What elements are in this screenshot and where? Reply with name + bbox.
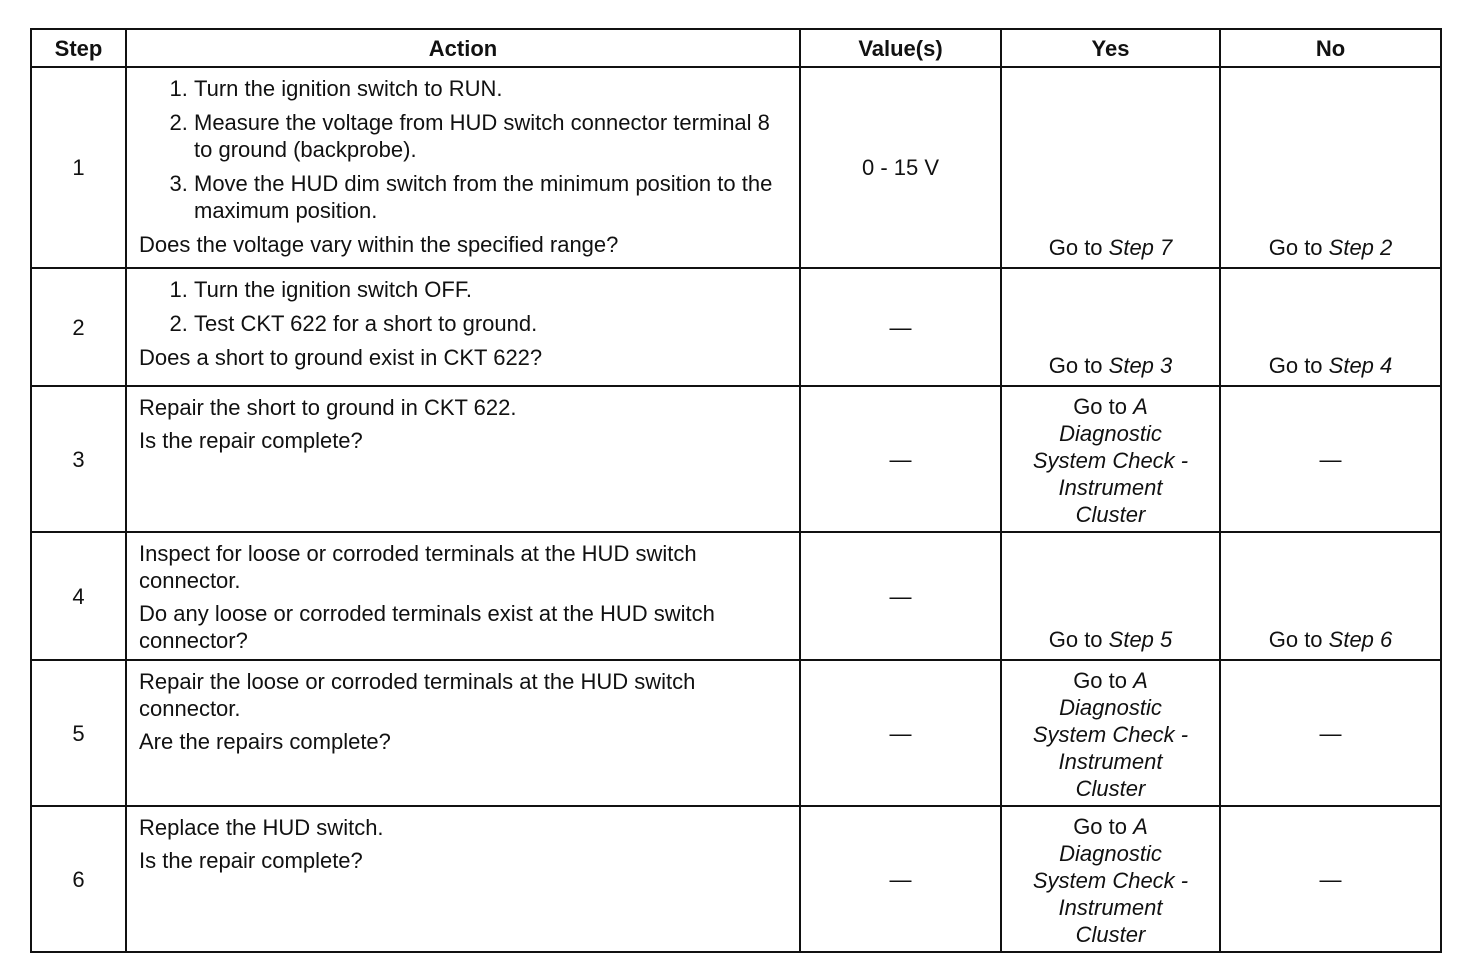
action-question: Do any loose or corroded terminals exist at the HUD switch connector?	[139, 601, 715, 653]
action-question: Are the repairs complete?	[139, 729, 391, 754]
table-row	[31, 806, 1441, 952]
header-no: No	[1220, 29, 1441, 67]
goto-step-link[interactable]: Step 7	[1108, 235, 1173, 260]
goto-link-line[interactable]: Instrument	[1058, 749, 1163, 774]
goto-prefix: Go to	[1268, 353, 1329, 378]
goto-prefix: Go to	[1048, 627, 1109, 652]
goto-prefix: Go to	[1073, 668, 1134, 693]
goto-link-line[interactable]: System Check -	[1032, 448, 1189, 473]
no-outcome: —	[1220, 386, 1441, 532]
goto-step-link[interactable]: Step 3	[1108, 353, 1173, 378]
action-cell	[126, 268, 800, 386]
action-question: Does a short to ground exist in CKT 622?	[139, 345, 543, 370]
table-row	[31, 660, 1441, 806]
no-outcome: —	[1220, 660, 1441, 806]
goto-link-line[interactable]: Diagnostic	[1059, 841, 1162, 866]
step-number: 3	[31, 386, 126, 532]
yes-outcome	[1001, 268, 1220, 386]
goto-link-line[interactable]: Diagnostic	[1059, 421, 1162, 446]
goto-prefix: Go to	[1048, 353, 1109, 378]
goto-link-line[interactable]: Diagnostic	[1059, 695, 1162, 720]
goto-link-line[interactable]: A	[1133, 668, 1148, 693]
action-instruction: Repair the short to ground in CKT 622.	[139, 395, 517, 420]
action-cell	[126, 806, 800, 952]
yes-outcome	[1001, 532, 1220, 660]
header-row	[31, 29, 1441, 67]
action-step: 1. Turn the ignition switch to RUN.	[194, 75, 789, 102]
action-steps	[139, 276, 789, 337]
action-step: 2. Test CKT 622 for a short to ground.	[194, 310, 789, 337]
goto-prefix: Go to	[1073, 394, 1134, 419]
goto-link-line[interactable]: Instrument	[1058, 475, 1163, 500]
value-cell: —	[800, 806, 1001, 952]
header-values: Value(s)	[800, 29, 1001, 67]
goto-prefix: Go to	[1048, 235, 1109, 260]
action-instruction: Repair the loose or corroded terminals at the HUD switch connector.	[139, 669, 696, 721]
goto-step-link[interactable]: Step 4	[1328, 353, 1393, 378]
step-number: 4	[31, 532, 126, 660]
action-instruction: Inspect for loose or corroded terminals at the HUD switch connector.	[139, 541, 697, 593]
goto-link-line[interactable]: Instrument	[1058, 895, 1163, 920]
yes-outcome	[1001, 386, 1220, 532]
no-outcome	[1220, 67, 1441, 268]
step-number: 6	[31, 806, 126, 952]
no-outcome	[1220, 268, 1441, 386]
yes-outcome	[1001, 660, 1220, 806]
goto-step-link[interactable]: Step 2	[1328, 235, 1393, 260]
step-number: 5	[31, 660, 126, 806]
goto-prefix: Go to	[1268, 235, 1329, 260]
no-outcome: —	[1220, 806, 1441, 952]
action-cell	[126, 660, 800, 806]
yes-outcome	[1001, 806, 1220, 952]
no-outcome	[1220, 532, 1441, 660]
action-cell	[126, 532, 800, 660]
goto-link-line[interactable]: Cluster	[1075, 922, 1146, 947]
value-cell: —	[800, 532, 1001, 660]
action-cell	[126, 386, 800, 532]
goto-link-line[interactable]: A	[1133, 394, 1148, 419]
step-number: 2	[31, 268, 126, 386]
step-number: 1	[31, 67, 126, 268]
table-row	[31, 386, 1441, 532]
value-cell: 0 - 15 V	[800, 67, 1001, 268]
action-step: 3. Move the HUD dim switch from the minimum position to the maximum position.	[194, 170, 789, 224]
header-step: Step	[31, 29, 126, 67]
goto-step-link[interactable]: Step 5	[1108, 627, 1173, 652]
action-question: Does the voltage vary within the specified range?	[139, 232, 619, 257]
goto-link-line[interactable]: System Check -	[1032, 868, 1189, 893]
action-cell	[126, 67, 800, 268]
diagnostic-table	[30, 28, 1442, 953]
goto-step-link[interactable]: Step 6	[1328, 627, 1393, 652]
goto-prefix: Go to	[1268, 627, 1329, 652]
action-question: Is the repair complete?	[139, 428, 363, 453]
action-question: Is the repair complete?	[139, 848, 363, 873]
header-yes: Yes	[1001, 29, 1220, 67]
table-row	[31, 532, 1441, 660]
action-instruction: Replace the HUD switch.	[139, 815, 384, 840]
action-steps	[139, 75, 789, 224]
header-action: Action	[126, 29, 800, 67]
goto-link-line[interactable]: Cluster	[1075, 502, 1146, 527]
goto-link-line[interactable]: Cluster	[1075, 776, 1146, 801]
action-step: 2. Measure the voltage from HUD switch connector terminal 8 to ground (backprobe).	[194, 109, 789, 163]
goto-link-line[interactable]: System Check -	[1032, 722, 1189, 747]
value-cell: —	[800, 660, 1001, 806]
yes-outcome	[1001, 67, 1220, 268]
value-cell: —	[800, 268, 1001, 386]
goto-prefix: Go to	[1073, 814, 1134, 839]
value-cell: —	[800, 386, 1001, 532]
table-row	[31, 67, 1441, 268]
goto-link-line[interactable]: A	[1133, 814, 1148, 839]
table-row	[31, 268, 1441, 386]
action-step: 1. Turn the ignition switch OFF.	[194, 276, 789, 303]
